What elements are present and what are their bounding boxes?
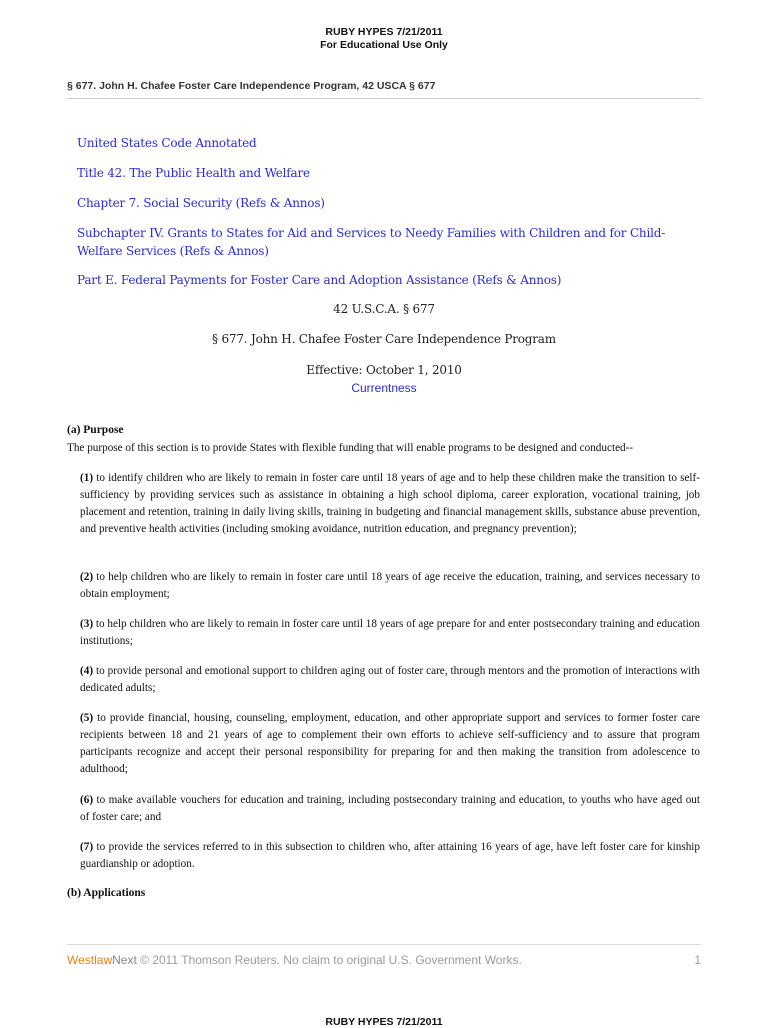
header-divider	[67, 98, 701, 99]
westlaw-logo-part2: Next	[112, 953, 137, 967]
page-header-notice: For Educational Use Only	[320, 39, 448, 51]
footer-divider	[67, 944, 701, 945]
breadcrumb-code[interactable]: United States Code Annotated	[77, 136, 257, 150]
list-item	[80, 839, 700, 873]
next-page-header: RUBY HYPES 7/21/2011	[325, 1016, 443, 1028]
item-number: (6)	[80, 794, 94, 806]
item-number: (5)	[80, 712, 94, 724]
westlaw-logo-part1: Westlaw	[67, 953, 113, 967]
item-number: (1)	[80, 472, 94, 484]
currentness-link[interactable]: Currentness	[351, 381, 417, 395]
page-header-name: RUBY HYPES 7/21/2011	[325, 26, 443, 38]
list-item	[80, 569, 700, 603]
item-text: to help children who are likely to remain in foster care until 18 years of age prepare for and enter postsecondary training and education institutions;	[80, 618, 700, 647]
document-citation: § 677. John H. Chafee Foster Care Independence Program, 42 USCA § 677	[67, 80, 436, 92]
item-number: (7)	[80, 841, 94, 853]
item-text: to provide financial, housing, counseling, employment, education, and other appropriate support and services to former foster care recipients between 18 and 21 years of age to complement their own efforts to achieve self-sufficiency and to assure that program participants recognize and accept their personal responsibility for preparing for and then making the transition from adolescence to adulthood;	[80, 712, 700, 775]
item-number: (4)	[80, 665, 94, 677]
footer-copyright	[67, 953, 522, 967]
breadcrumb-subchapter[interactable]: Subchapter IV. Grants to States for Aid and Services to Needy Families with Children and for Child-Welfare Services (Refs & Annos)	[77, 226, 666, 258]
item-text: to identify children who are likely to remain in foster care until 18 years of age and to help these children make the transition to self-sufficiency by providing services such as assistance in obtaining a high school diploma, career exploration, vocational training, job placement and retention, training in daily living skills, training in budgeting and financial management skills, substance abuse prevention, and preventive health activities (including smoking avoidance, nutrition education, and pregnancy prevention);	[80, 472, 700, 535]
statute-title: § 677. John H. Chafee Foster Care Independence Program	[212, 332, 556, 346]
copyright-text: © 2011 Thomson Reuters. No claim to original U.S. Government Works.	[136, 953, 522, 967]
item-text: to make available vouchers for education and training, including postsecondary training and education, to youths who have aged out of foster care; and	[80, 794, 700, 823]
breadcrumb-part[interactable]: Part E. Federal Payments for Foster Care and Adoption Assistance (Refs & Annos)	[77, 273, 562, 287]
breadcrumb-chapter[interactable]: Chapter 7. Social Security (Refs & Annos)	[77, 196, 325, 210]
list-item	[80, 792, 700, 826]
item-text: to provide the services referred to in this subsection to children who, after attaining 16 years of age, have left foster care for kinship guardianship or adoption.	[80, 841, 700, 870]
statute-code: 42 U.S.C.A. § 677	[333, 302, 435, 316]
breadcrumb-title[interactable]: Title 42. The Public Health and Welfare	[77, 166, 310, 180]
item-number: (3)	[80, 618, 94, 630]
page-number: 1	[694, 953, 701, 967]
item-text: to help children who are likely to remain in foster care until 18 years of age receive the education, training, and services necessary to obtain employment;	[80, 571, 700, 600]
effective-date: Effective: October 1, 2010	[306, 363, 462, 377]
list-item	[80, 663, 700, 697]
section-a-heading: (a) Purpose	[67, 424, 124, 436]
list-item	[80, 470, 700, 538]
section-b-heading: (b) Applications	[67, 887, 146, 899]
list-item	[80, 616, 700, 650]
section-a-intro: The purpose of this section is to provide States with flexible funding that will enable programs to be designed and conducted--	[67, 442, 634, 454]
list-item	[80, 710, 700, 778]
item-text: to provide personal and emotional support to children aging out of foster care, through mentors and the promotion of interactions with dedicated adults;	[80, 665, 700, 694]
item-number: (2)	[80, 571, 94, 583]
